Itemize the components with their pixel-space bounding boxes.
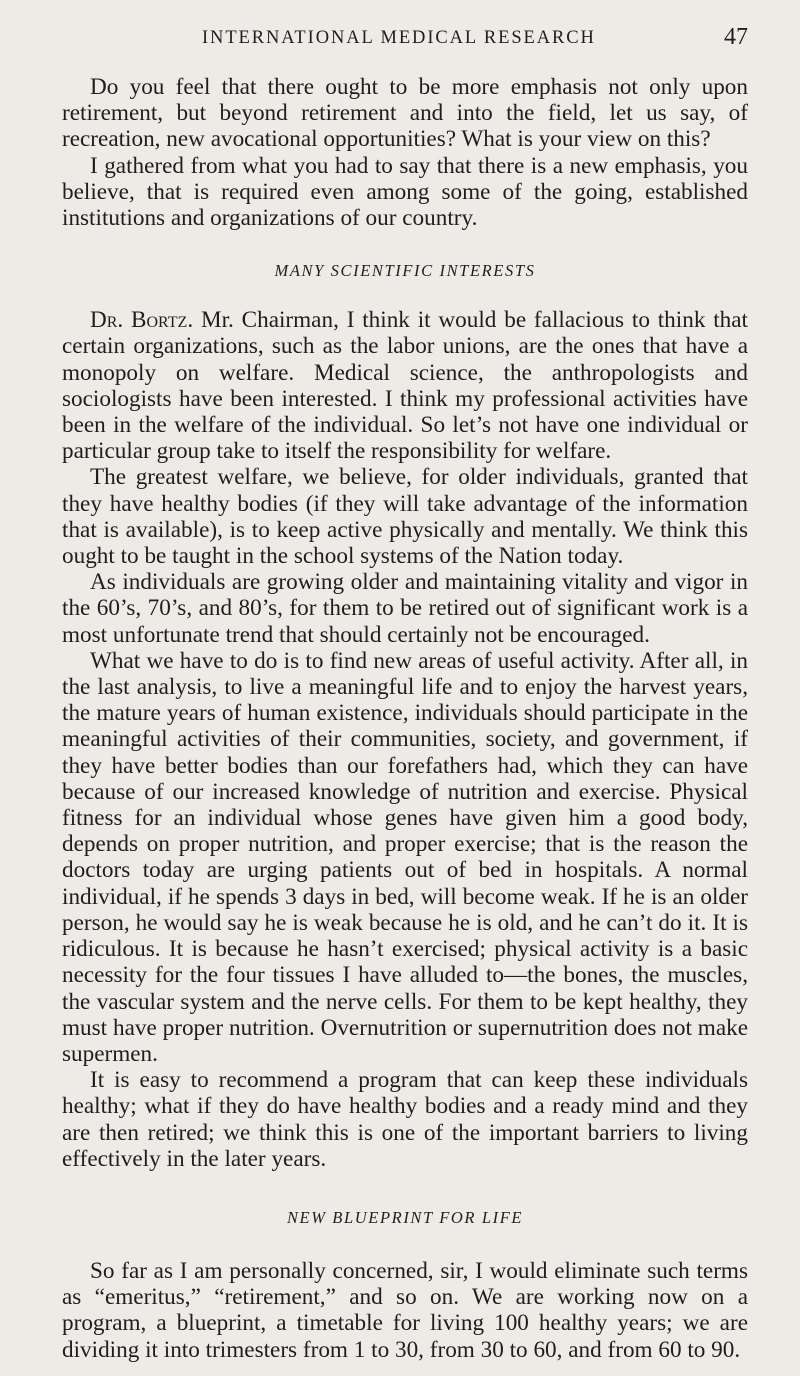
paragraph bbox=[62, 307, 748, 464]
speaker-name: Dr. Bortz. bbox=[90, 307, 194, 334]
paragraph: Do you feel that there ought to be more emphasis not only upon retirement, but beyond retirement and into the field, let us say, of recreation, new avocational opportunities? What is your view on this? bbox=[62, 74, 748, 153]
page-number: 47 bbox=[724, 24, 748, 50]
running-head bbox=[62, 24, 748, 74]
paragraph: It is easy to recommend a program that can keep these individuals healthy; what if they do have healthy bodies and a ready mind and they are then retired; we think this is one of the important barriers to living effectively in the later years. bbox=[62, 1067, 748, 1172]
section-heading: NEW BLUEPRINT FOR LIFE bbox=[286, 1207, 524, 1227]
running-title: INTERNATIONAL MEDICAL RESEARCH bbox=[202, 28, 596, 48]
body-text bbox=[62, 74, 748, 1363]
paragraph-text: Mr. Chairman, I think it would be fallacious to think that certain organizations, such as the labor unions, are the ones that have a monopoly on welfare. Medical science, the anthropologists and sociologists have been interested. I think my professional activities have been in the welfare of the individual. So let’s not have one individual or particular group take to itself the responsibility for welfare. bbox=[62, 307, 749, 465]
book-page bbox=[62, 0, 748, 1363]
paragraph: I gathered from what you had to say that there is a new emphasis, you believe, that is required even among some of the going, established institutions and organizations of our country. bbox=[62, 152, 748, 232]
paragraph: As individuals are growing older and maintaining vitality and vigor in the 60’s, 70’s, and 80’s, for them to be retired out of significant work is a most unfortunate trend that should certainly not be encouraged. bbox=[62, 569, 748, 648]
paragraph: What we have to do is to find new areas of useful activity. After all, in the last analysis, to live a meaningful life and to enjoy the harvest years, the mature years of human existence, individuals should participate in the meaningful activities of their communities, society, and government, if they have better bodies than our forefathers had, which they can have because of our increased knowledge of nutrition and exercise. Physical fitness for an individual whose genes have given him a good body, depends on proper nutrition, and proper exercise; that is the reason the doctors today are urging patients out of bed in hospitals. A normal individual, if he spends 3 days in bed, will become weak. If he is an older person, he would say he is weak because he is old, and he can’t do it. It is ridiculous. It is because he hasn’t exercised; physical activity is a basic necessity for the four tissues I have alluded to—the bones, the muscles, the vascular system and the nerve cells. For them to be kept healthy, they must have proper nutrition. Overnutrition or supernutrition does not make supermen. bbox=[62, 647, 748, 1067]
paragraph: So far as I am personally concerned, sir, I would eliminate such terms as “emeritus,” “retirement,” and so on. We are working now on a program, a blueprint, a timetable for living 100 healthy years; we are dividing it into trimesters from 1 to 30, from 30 to 60, and from 60 to 90. bbox=[62, 1257, 748, 1363]
section-heading: MANY SCIENTIFIC INTERESTS bbox=[274, 261, 536, 281]
paragraph: The greatest welfare, we believe, for older individuals, granted that they have healthy bodies (if they will take advantage of the information that is available), is to keep active physically and mentally. We think this ought to be taught in the school systems of the Nation today. bbox=[62, 464, 748, 570]
